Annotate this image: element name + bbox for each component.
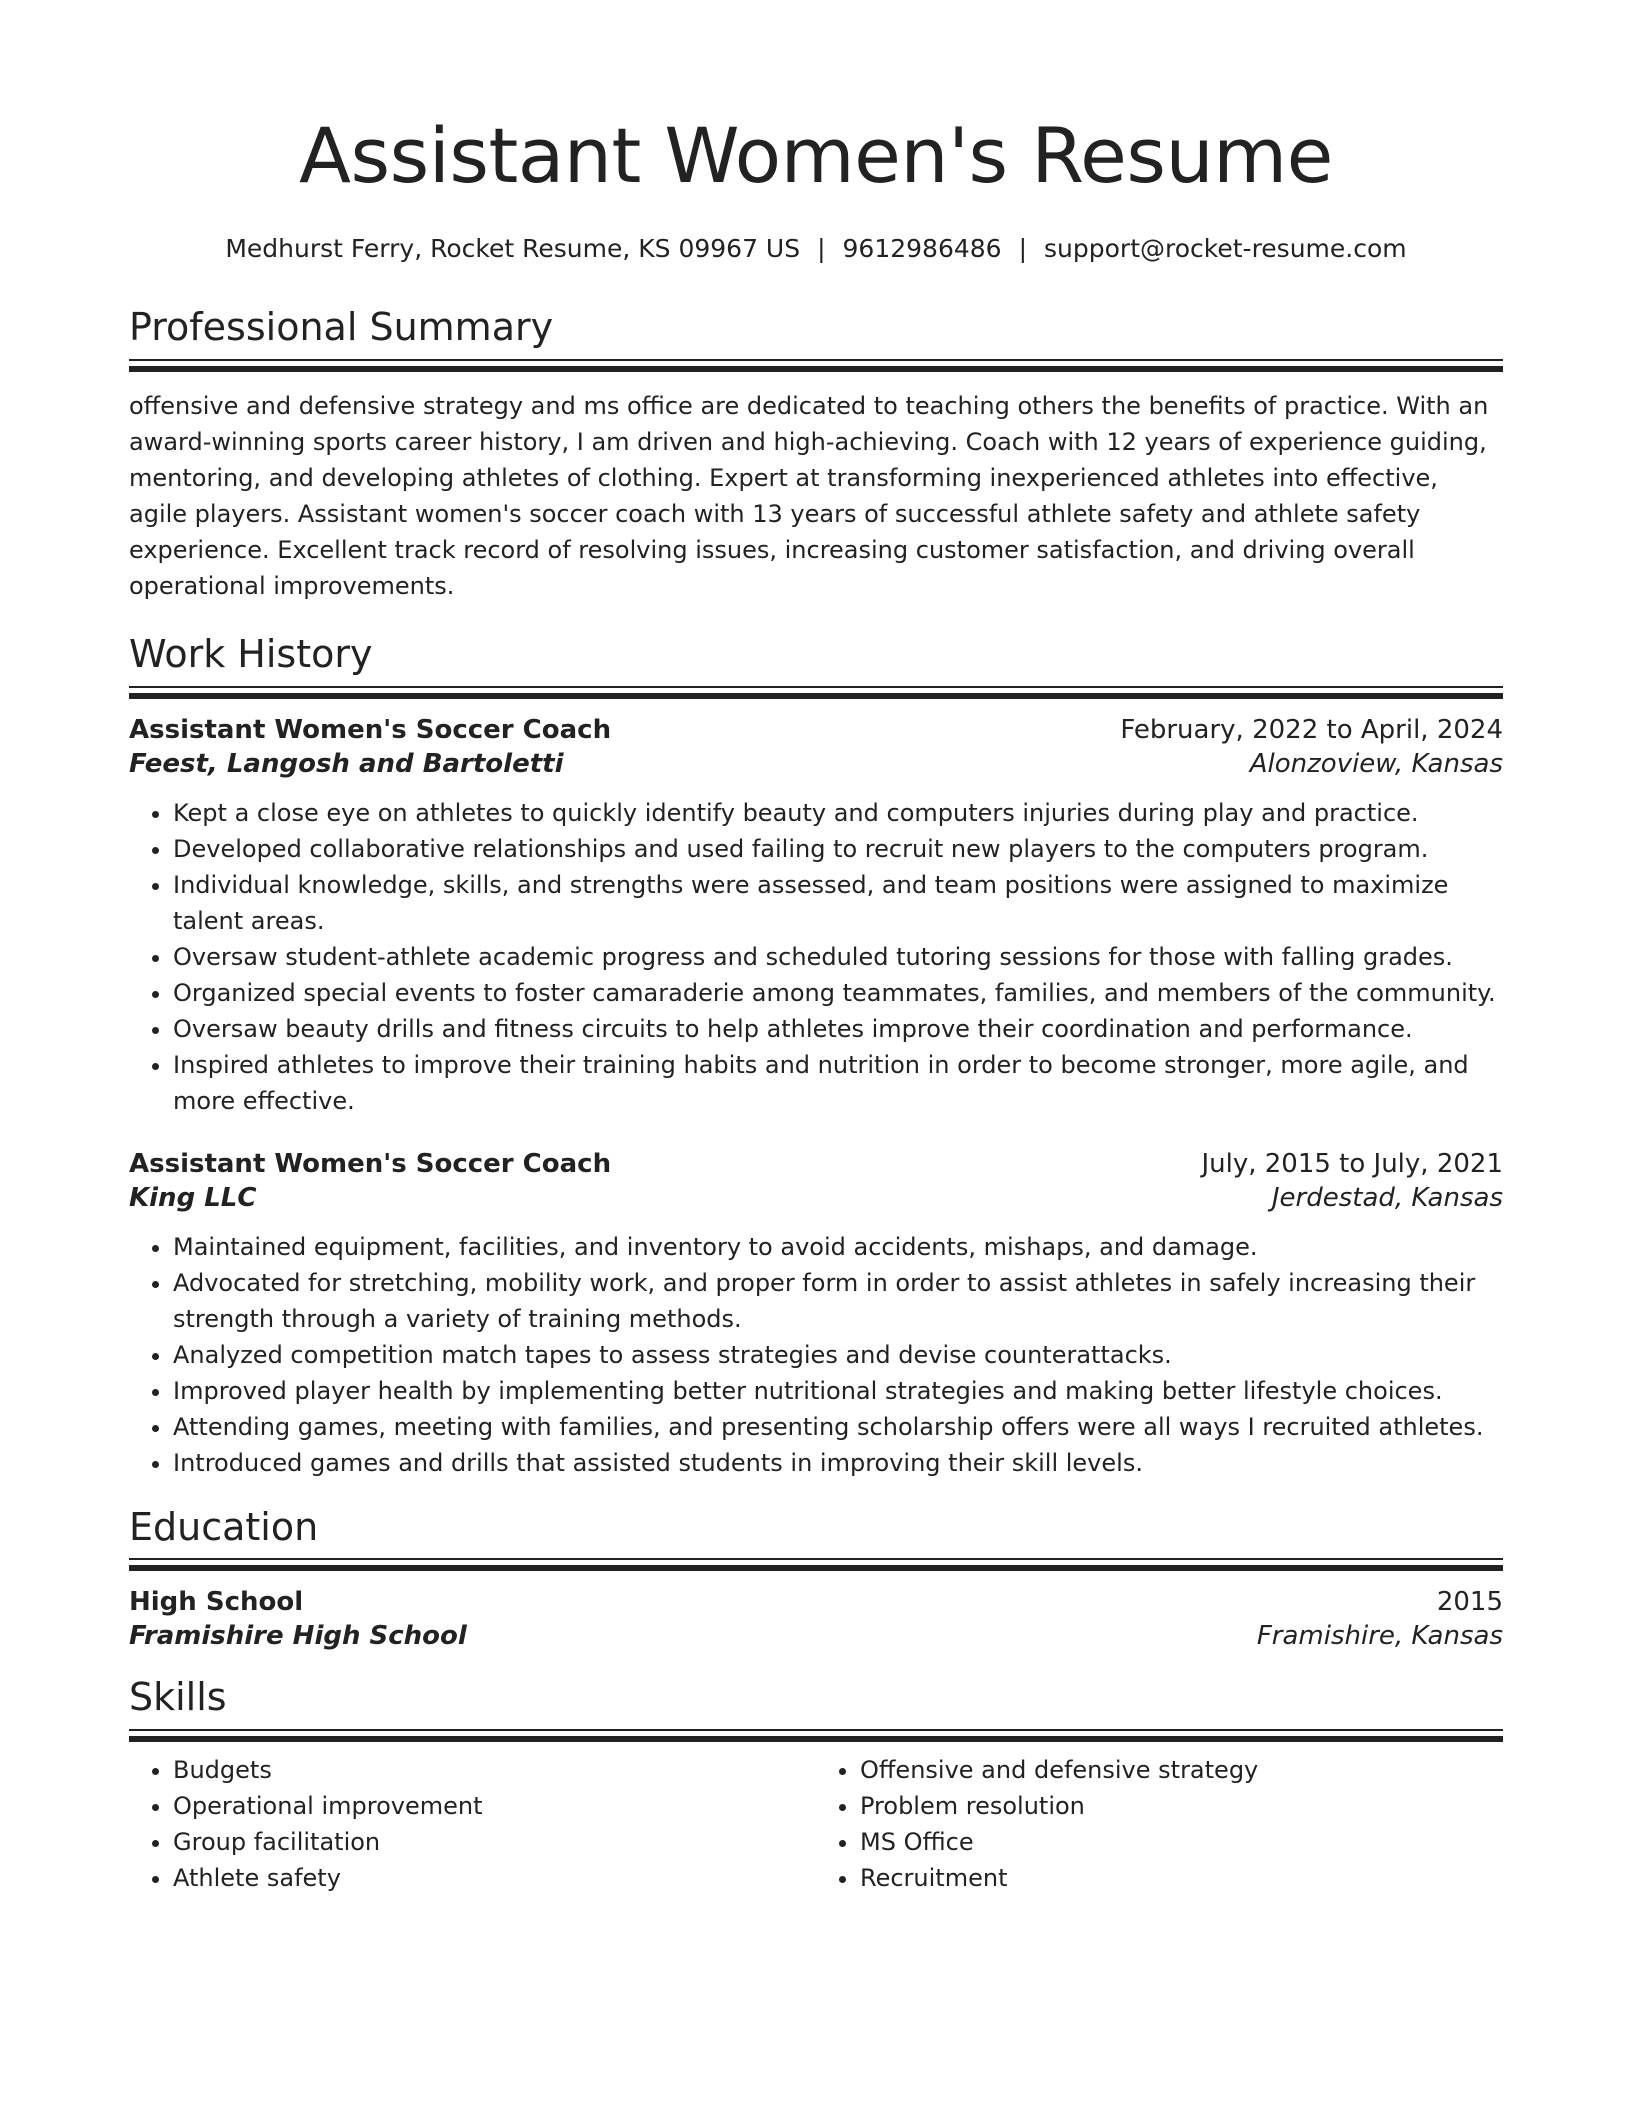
work-history-section xyxy=(129,631,1503,1481)
job-header xyxy=(129,715,1503,745)
education-subheader xyxy=(129,1621,1503,1651)
job-bullets xyxy=(129,1229,1503,1481)
section-heading: Education xyxy=(129,1504,319,1549)
job-subheader xyxy=(129,1183,1503,1213)
job-entry xyxy=(129,715,1503,1119)
education-degree: High School xyxy=(129,1587,304,1618)
education-location: Framishire, Kansas xyxy=(1256,1621,1503,1652)
job-title: Assistant Women's Soccer Coach xyxy=(129,1148,612,1179)
list-item: • Individual knowledge, skills, and strengths were assessed, and team positions were assigned to maximize talent areas. xyxy=(173,867,1503,939)
skill-item: • Operational improvement xyxy=(173,1788,816,1824)
education-header xyxy=(129,1587,1503,1617)
list-item: • Inspired athletes to improve their training habits and nutrition in order to become stronger, more agile, and more effective. xyxy=(173,1047,1503,1119)
section-heading: Work History xyxy=(129,631,373,676)
job-company: King LLC xyxy=(129,1182,257,1213)
job-entry xyxy=(129,1149,1503,1481)
education-year: 2015 xyxy=(1436,1587,1503,1618)
job-dates: July, 2015 to July, 2021 xyxy=(1201,1148,1503,1179)
job-subheader xyxy=(129,749,1503,779)
job-header xyxy=(129,1149,1503,1179)
skills-section xyxy=(129,1677,1503,1896)
section-heading: Professional Summary xyxy=(129,305,554,349)
job-location: Jerdestad, Kansas xyxy=(1271,1182,1503,1213)
skills-columns xyxy=(129,1752,1503,1896)
summary-section xyxy=(129,307,1503,604)
section-divider xyxy=(129,1729,1503,1731)
list-item: • Improved player health by implementing better nutritional strategies and making better lifestyle choices. xyxy=(173,1373,1503,1409)
skills-list-right xyxy=(816,1752,1503,1896)
section-heading: Skills xyxy=(129,1675,227,1720)
contact-email: support@rocket-resume.com xyxy=(1044,234,1407,263)
skill-item: • Budgets xyxy=(173,1752,816,1788)
list-item: • Introduced games and drills that assisted students in improving their skill levels. xyxy=(173,1445,1503,1481)
skills-list-left xyxy=(129,1752,816,1896)
job-company: Feest, Langosh and Bartoletti xyxy=(129,748,564,779)
contact-separator: | xyxy=(1018,234,1028,263)
list-item: • Analyzed competition match tapes to assess strategies and devise counterattacks. xyxy=(173,1337,1503,1373)
skill-item: • Offensive and defensive strategy xyxy=(860,1752,1503,1788)
skill-item: • MS Office xyxy=(860,1824,1503,1860)
list-item: • Oversaw student-athlete academic progress and scheduled tutoring sessions for those with falling grades. xyxy=(173,939,1503,975)
list-item: • Developed collaborative relationships and used failing to recruit new players to the computers program. xyxy=(173,831,1503,867)
section-divider xyxy=(129,1736,1503,1742)
job-title: Assistant Women's Soccer Coach xyxy=(129,714,612,745)
section-divider xyxy=(129,366,1503,372)
section-divider xyxy=(129,359,1503,361)
list-item: • Kept a close eye on athletes to quickly identify beauty and computers injuries during play and practice. xyxy=(173,795,1503,831)
contact-separator: | xyxy=(817,234,826,263)
contact-phone: 9612986486 xyxy=(842,234,1002,263)
education-school: Framishire High School xyxy=(129,1621,467,1652)
list-item: • Oversaw beauty drills and fitness circuits to help athletes improve their coordination and performance. xyxy=(173,1011,1503,1047)
summary-text: offensive and defensive strategy and ms office are dedicated to teaching others the benefits of practice. With an award-winning sports career history, I am driven and high-achieving. Coach with 12 years of experience guiding, mentoring, and developing athletes of clothing. Expert at transforming inexperienced athletes into effective, agile players. Assistant women's soccer coach with 13 years of successful athlete safety and athlete safety experience. Excellent track record of resolving issues, increasing customer satisfaction, and driving overall operational improvements. xyxy=(129,391,1489,600)
section-divider xyxy=(129,1558,1503,1560)
job-location: Alonzoview, Kansas xyxy=(1249,748,1503,779)
skill-item: • Recruitment xyxy=(860,1860,1503,1896)
skill-item: • Problem resolution xyxy=(860,1788,1503,1824)
job-bullets xyxy=(129,795,1503,1119)
contact-line xyxy=(129,234,1503,263)
list-item: • Attending games, meeting with families, and presenting scholarship offers were all ways I recruited athletes. xyxy=(173,1409,1503,1445)
contact-address: Medhurst Ferry, Rocket Resume, KS 09967 US xyxy=(225,234,801,263)
skill-item: • Group facilitation xyxy=(173,1824,816,1860)
list-item: • Maintained equipment, facilities, and inventory to avoid accidents, mishaps, and damage. xyxy=(173,1229,1503,1265)
education-section xyxy=(129,1504,1503,1652)
list-item: • Advocated for stretching, mobility work, and proper form in order to assist athletes in safely increasing their strength through a variety of training methods. xyxy=(173,1265,1503,1337)
list-item: • Organized special events to foster camaraderie among teammates, families, and members of the community. xyxy=(173,975,1503,1011)
job-dates: February, 2022 to April, 2024 xyxy=(1120,714,1503,745)
section-divider xyxy=(129,1565,1503,1571)
resume-title: Assistant Women's Resume xyxy=(299,111,1333,200)
skill-item: • Athlete safety xyxy=(173,1860,816,1896)
section-divider xyxy=(129,693,1503,699)
section-divider xyxy=(129,686,1503,688)
